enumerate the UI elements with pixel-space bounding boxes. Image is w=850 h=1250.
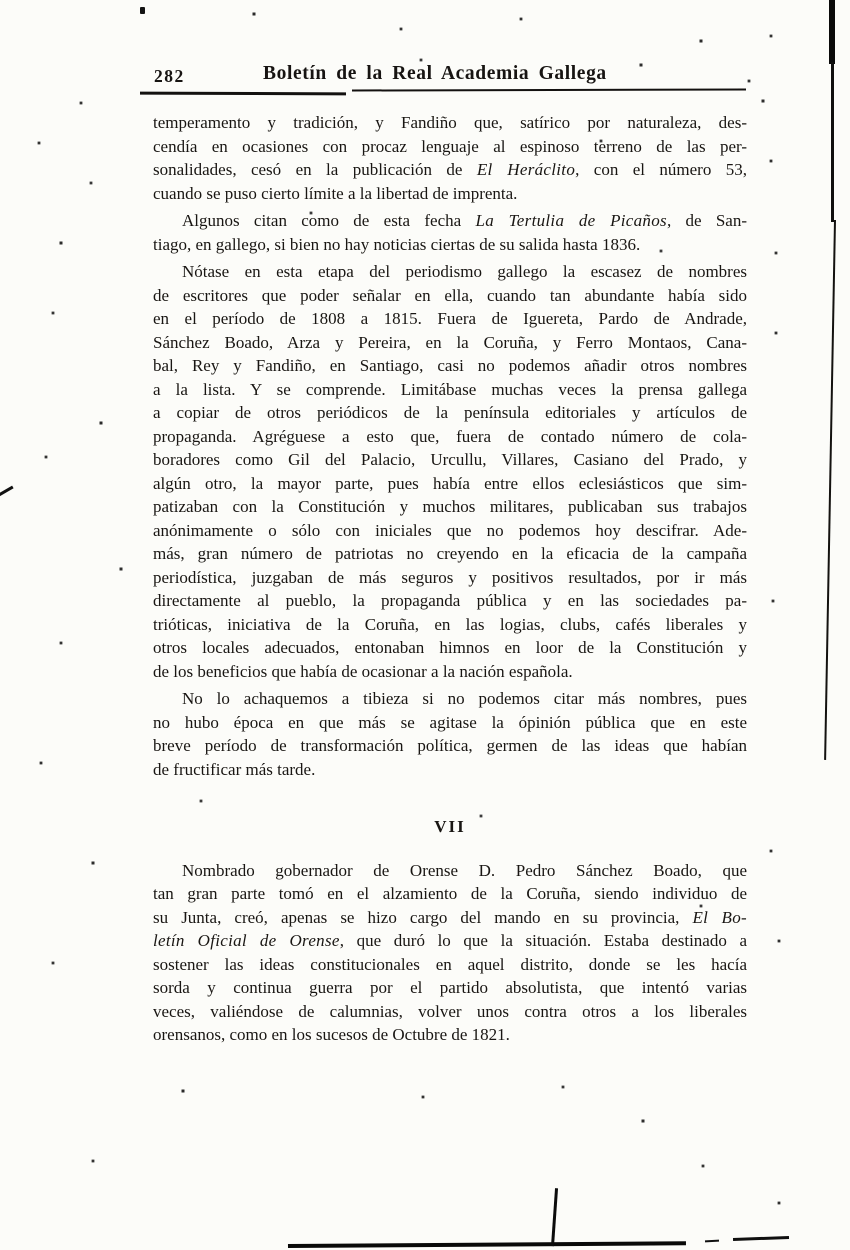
scan-artifact-bottom-dash bbox=[733, 1236, 789, 1240]
page-body bbox=[153, 111, 747, 1047]
text-line: boradores como Gil del Palacio, Urcullu, Villares, Casiano del Prado, y bbox=[153, 450, 747, 469]
paragraph bbox=[153, 111, 747, 205]
text-line: sonalidades, cesó en la publicación de El Heráclito, con el número 53, bbox=[153, 160, 747, 179]
text-line: anónimamente o sólo con iniciales que no podemos hoy descifrar. Ade- bbox=[153, 520, 747, 540]
text-line: sorda y continua guerra por el partido absolutista, que intentó varias bbox=[153, 978, 747, 997]
section-heading: VII bbox=[434, 817, 466, 836]
text-line: tan gran parte tomó en el alzamiento de la Coruña, siendo individuo de bbox=[153, 884, 747, 903]
text-line: de fructificar más tarde. bbox=[153, 759, 316, 779]
text-line: Sánchez Boado, Arza y Pereira, en la Coruña, y Ferro Montaos, Cana- bbox=[153, 332, 747, 352]
paragraph bbox=[153, 260, 747, 683]
text-line: veces, valiéndose de calumnias, volver unos contra otros a los liberales bbox=[153, 1001, 747, 1021]
text-line: no hubo época en que más se agitase la ópinión pública que en este bbox=[153, 712, 747, 732]
text-line: propaganda. Agréguese a esto que, fuera de contado número de cola- bbox=[153, 426, 747, 446]
text-line: No lo achaquemos a tibieza si no podemos citar más nombres, pues bbox=[182, 689, 747, 708]
text-line: patizaban con la Constitución y muchos militares, publicaban sus trabajos bbox=[153, 497, 747, 516]
header-rule-right-segment bbox=[352, 88, 746, 91]
text-line: Nombrado gobernador de Orense D. Pedro Sánchez Boado, que bbox=[182, 860, 747, 880]
paragraph bbox=[153, 687, 747, 781]
text-line: de los beneficios que había de ocasionar a la nación española. bbox=[153, 661, 573, 681]
scan-artifact-right-edge-mid bbox=[831, 62, 834, 222]
page-number: 282 bbox=[154, 66, 185, 86]
scan-artifact-corner-blot bbox=[140, 7, 145, 14]
scan-artifact-right-edge-thick bbox=[829, 0, 835, 64]
paragraph bbox=[153, 209, 747, 256]
text-line: trióticas, iniciativa de la Coruña, en las logias, clubs, cafés liberales y bbox=[153, 614, 747, 634]
scan-artifact-right-edge-thin bbox=[824, 220, 836, 760]
text-line: temperamento y tradición, y Fandiño que, satírico por naturaleza, des- bbox=[153, 113, 747, 132]
text-line: cuando se puso cierto límite a la libertad de imprenta. bbox=[153, 183, 518, 203]
scan-artifact-bottom-dash bbox=[705, 1240, 719, 1243]
text-line: orensanos, como en los sucesos de Octubre de 1821. bbox=[153, 1025, 510, 1044]
scan-artifact-left-stroke bbox=[0, 486, 13, 497]
scan-noise-speckles bbox=[0, 0, 2, 2]
header-rule-left-segment bbox=[140, 92, 346, 96]
text-line: Nótase en esta etapa del periodismo gallego la escasez de nombres bbox=[182, 262, 747, 281]
scan-artifact-bottom-tick bbox=[551, 1188, 558, 1246]
text-line: breve período de transformación política, germen de las ideas que habían bbox=[153, 736, 747, 755]
text-line: directamente al pueblo, la propaganda pública y en las sociedades pa- bbox=[153, 591, 747, 610]
text-line: más, gran número de patriotas no creyendo en la eficacia de la campaña bbox=[153, 544, 747, 563]
text-line: periodística, juzgaban de más seguros y positivos resultados, por ir más bbox=[153, 567, 747, 587]
text-line: letín Oficial de Orense, que duró lo que la situación. Estaba destinado a bbox=[153, 931, 748, 950]
scan-artifact-bottom-line bbox=[288, 1241, 686, 1248]
running-header-title: Boletín de la Real Academia Gallega bbox=[263, 63, 607, 84]
text-line: a copiar de otros periódicos de la península editoriales y artículos de bbox=[153, 403, 747, 422]
text-line: en el período de 1808 a 1815. Fuera de Iguereta, Pardo de Andrade, bbox=[153, 309, 747, 328]
text-line: de escritores que poder señalar en ella, cuando tan abundante había sido bbox=[153, 285, 747, 305]
text-line: tiago, en gallego, si bien no hay noticias ciertas de su salida hasta 1836. bbox=[153, 234, 641, 254]
text-line: algún otro, la mayor parte, pues había entre ellos eclesiásticos que sim- bbox=[153, 473, 747, 493]
text-line: Algunos citan como de esta fecha La Tertulia de Picaños, de San- bbox=[182, 211, 747, 230]
text-line: su Junta, creó, apenas se hizo cargo del mando en su provincia, El Bo- bbox=[153, 907, 747, 927]
text-line: cendía en ocasiones con procaz lenguaje al espinoso terreno de las per- bbox=[153, 136, 747, 156]
text-line: sostener las ideas constitucionales en aquel distrito, donde se les hacía bbox=[153, 954, 747, 974]
text-line: bal, Rey y Fandiño, en Santiago, casi no podemos añadir otros nombres bbox=[153, 356, 747, 375]
text-line: otros locales adecuados, entonaban himnos en loor de la Constitución y bbox=[153, 638, 747, 657]
paragraph bbox=[153, 859, 747, 1047]
text-line: a la lista. Y se comprende. Limitábase muchas veces la prensa gallega bbox=[153, 379, 747, 399]
